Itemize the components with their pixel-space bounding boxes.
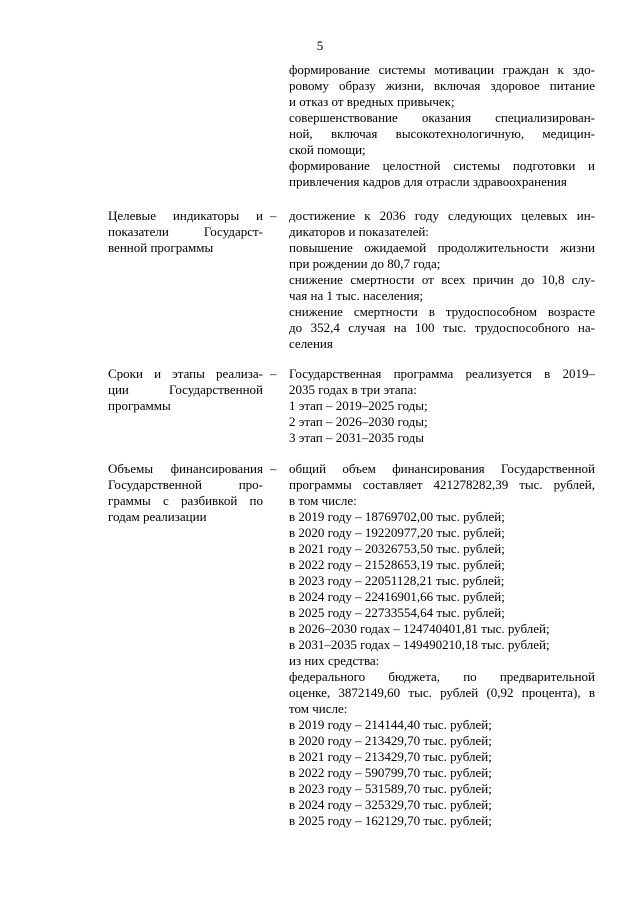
label-line: венной программы — [108, 240, 214, 255]
content-line: Государственная программа реализуется в 2019– — [289, 366, 595, 381]
content-line: оценке, 3872149,60 тыс. рублей (0,92 процента), в — [289, 685, 595, 700]
content-line: дикаторов и показателей: — [289, 224, 429, 239]
label-line: граммы с разбивкой по — [108, 493, 263, 508]
content-line: федерального бюджета, по предварительной — [289, 669, 595, 684]
content-line: в 2025 году – 22733554,64 тыс. рублей; — [289, 605, 505, 620]
content-line: в 2022 году – 21528653,19 тыс. рублей; — [289, 557, 505, 572]
text-line: и отказ от вредных привычек; — [289, 94, 455, 109]
content-line: до 352,4 случая на 100 тыс. трудоспособного на- — [289, 320, 595, 335]
section-label — [108, 208, 263, 256]
content-line: программы составляет 421278282,39 тыс. рублей, — [289, 477, 595, 492]
label-line: Государственной про- — [108, 477, 263, 492]
content-line: селения — [289, 336, 333, 351]
text-line: совершенствование оказания специализирован- — [289, 110, 595, 125]
content-line: 2035 годах в три этапа: — [289, 382, 417, 397]
label-line: годам реализации — [108, 509, 207, 524]
content-line: снижение смертности в трудоспособном возрасте — [289, 304, 595, 319]
dash-separator: – — [270, 366, 277, 381]
content-line: в 2021 году – 20326753,50 тыс. рублей; — [289, 541, 505, 556]
content-line: снижение смертности от всех причин до 10,8 слу- — [289, 272, 595, 287]
content-line: в 2031–2035 годах – 149490210,18 тыс. рублей; — [289, 637, 550, 652]
text-line: ной, включая высокотехнологичную, медицин- — [289, 126, 595, 141]
content-line: достижение к 2036 году следующих целевых ин- — [289, 208, 595, 223]
label-line: Сроки и этапы реализа- — [108, 366, 263, 381]
text-line: привлечения кадров для отрасли здравоохранения — [289, 174, 567, 189]
content-line: из них средства: — [289, 653, 380, 668]
content-line: 2 этап – 2026–2030 годы; — [289, 414, 428, 429]
section-label — [108, 461, 263, 525]
content-line: общий объем финансирования Государственной — [289, 461, 595, 476]
content-line: в 2020 году – 19220977,20 тыс. рублей; — [289, 525, 505, 540]
content-line: в 2026–2030 годах – 124740401,81 тыс. рублей; — [289, 621, 550, 636]
label-line: Целевые индикаторы и — [108, 208, 263, 223]
content-line: в 2023 году – 22051128,21 тыс. рублей; — [289, 573, 505, 588]
section-content — [289, 461, 595, 829]
content-line: 1 этап – 2019–2025 годы; — [289, 398, 428, 413]
dash-separator: – — [270, 208, 277, 223]
content-line: в 2021 году – 213429,70 тыс. рублей; — [289, 749, 492, 764]
content-line: чая на 1 тыс. населения; — [289, 288, 424, 303]
content-line: в 2024 году – 22416901,66 тыс. рублей; — [289, 589, 505, 604]
label-line: Объемы финансирования — [108, 461, 263, 476]
content-line: том числе: — [289, 701, 348, 716]
page-number: 5 — [316, 38, 324, 53]
content-line: в 2025 году – 162129,70 тыс. рублей; — [289, 813, 492, 828]
text-line: ской помощи; — [289, 142, 366, 157]
label-line: ции Государственной — [108, 382, 263, 397]
content-line: при рождении до 80,7 года; — [289, 256, 441, 271]
dash-separator: – — [270, 461, 277, 476]
content-line: в том числе: — [289, 493, 357, 508]
continuation-text — [289, 62, 595, 190]
content-line: в 2023 году – 531589,70 тыс. рублей; — [289, 781, 492, 796]
label-line: показатели Государст- — [108, 224, 263, 239]
label-line: программы — [108, 398, 171, 413]
section-content — [289, 366, 595, 446]
text-line: формирование системы мотивации граждан к здо- — [289, 62, 595, 77]
content-line: в 2019 году – 18769702,00 тыс. рублей; — [289, 509, 505, 524]
section-content — [289, 208, 595, 352]
content-line: в 2020 году – 213429,70 тыс. рублей; — [289, 733, 492, 748]
content-line: в 2024 году – 325329,70 тыс. рублей; — [289, 797, 492, 812]
content-line: повышение ожидаемой продолжительности жизни — [289, 240, 595, 255]
content-line: 3 этап – 2031–2035 годы — [289, 430, 424, 445]
content-line: в 2019 году – 214144,40 тыс. рублей; — [289, 717, 492, 732]
text-line: формирование целостной системы подготовки и — [289, 158, 595, 173]
text-line: ровому образу жизни, включая здоровое питание — [289, 78, 595, 93]
content-line: в 2022 году – 590799,70 тыс. рублей; — [289, 765, 492, 780]
section-label — [108, 366, 263, 414]
